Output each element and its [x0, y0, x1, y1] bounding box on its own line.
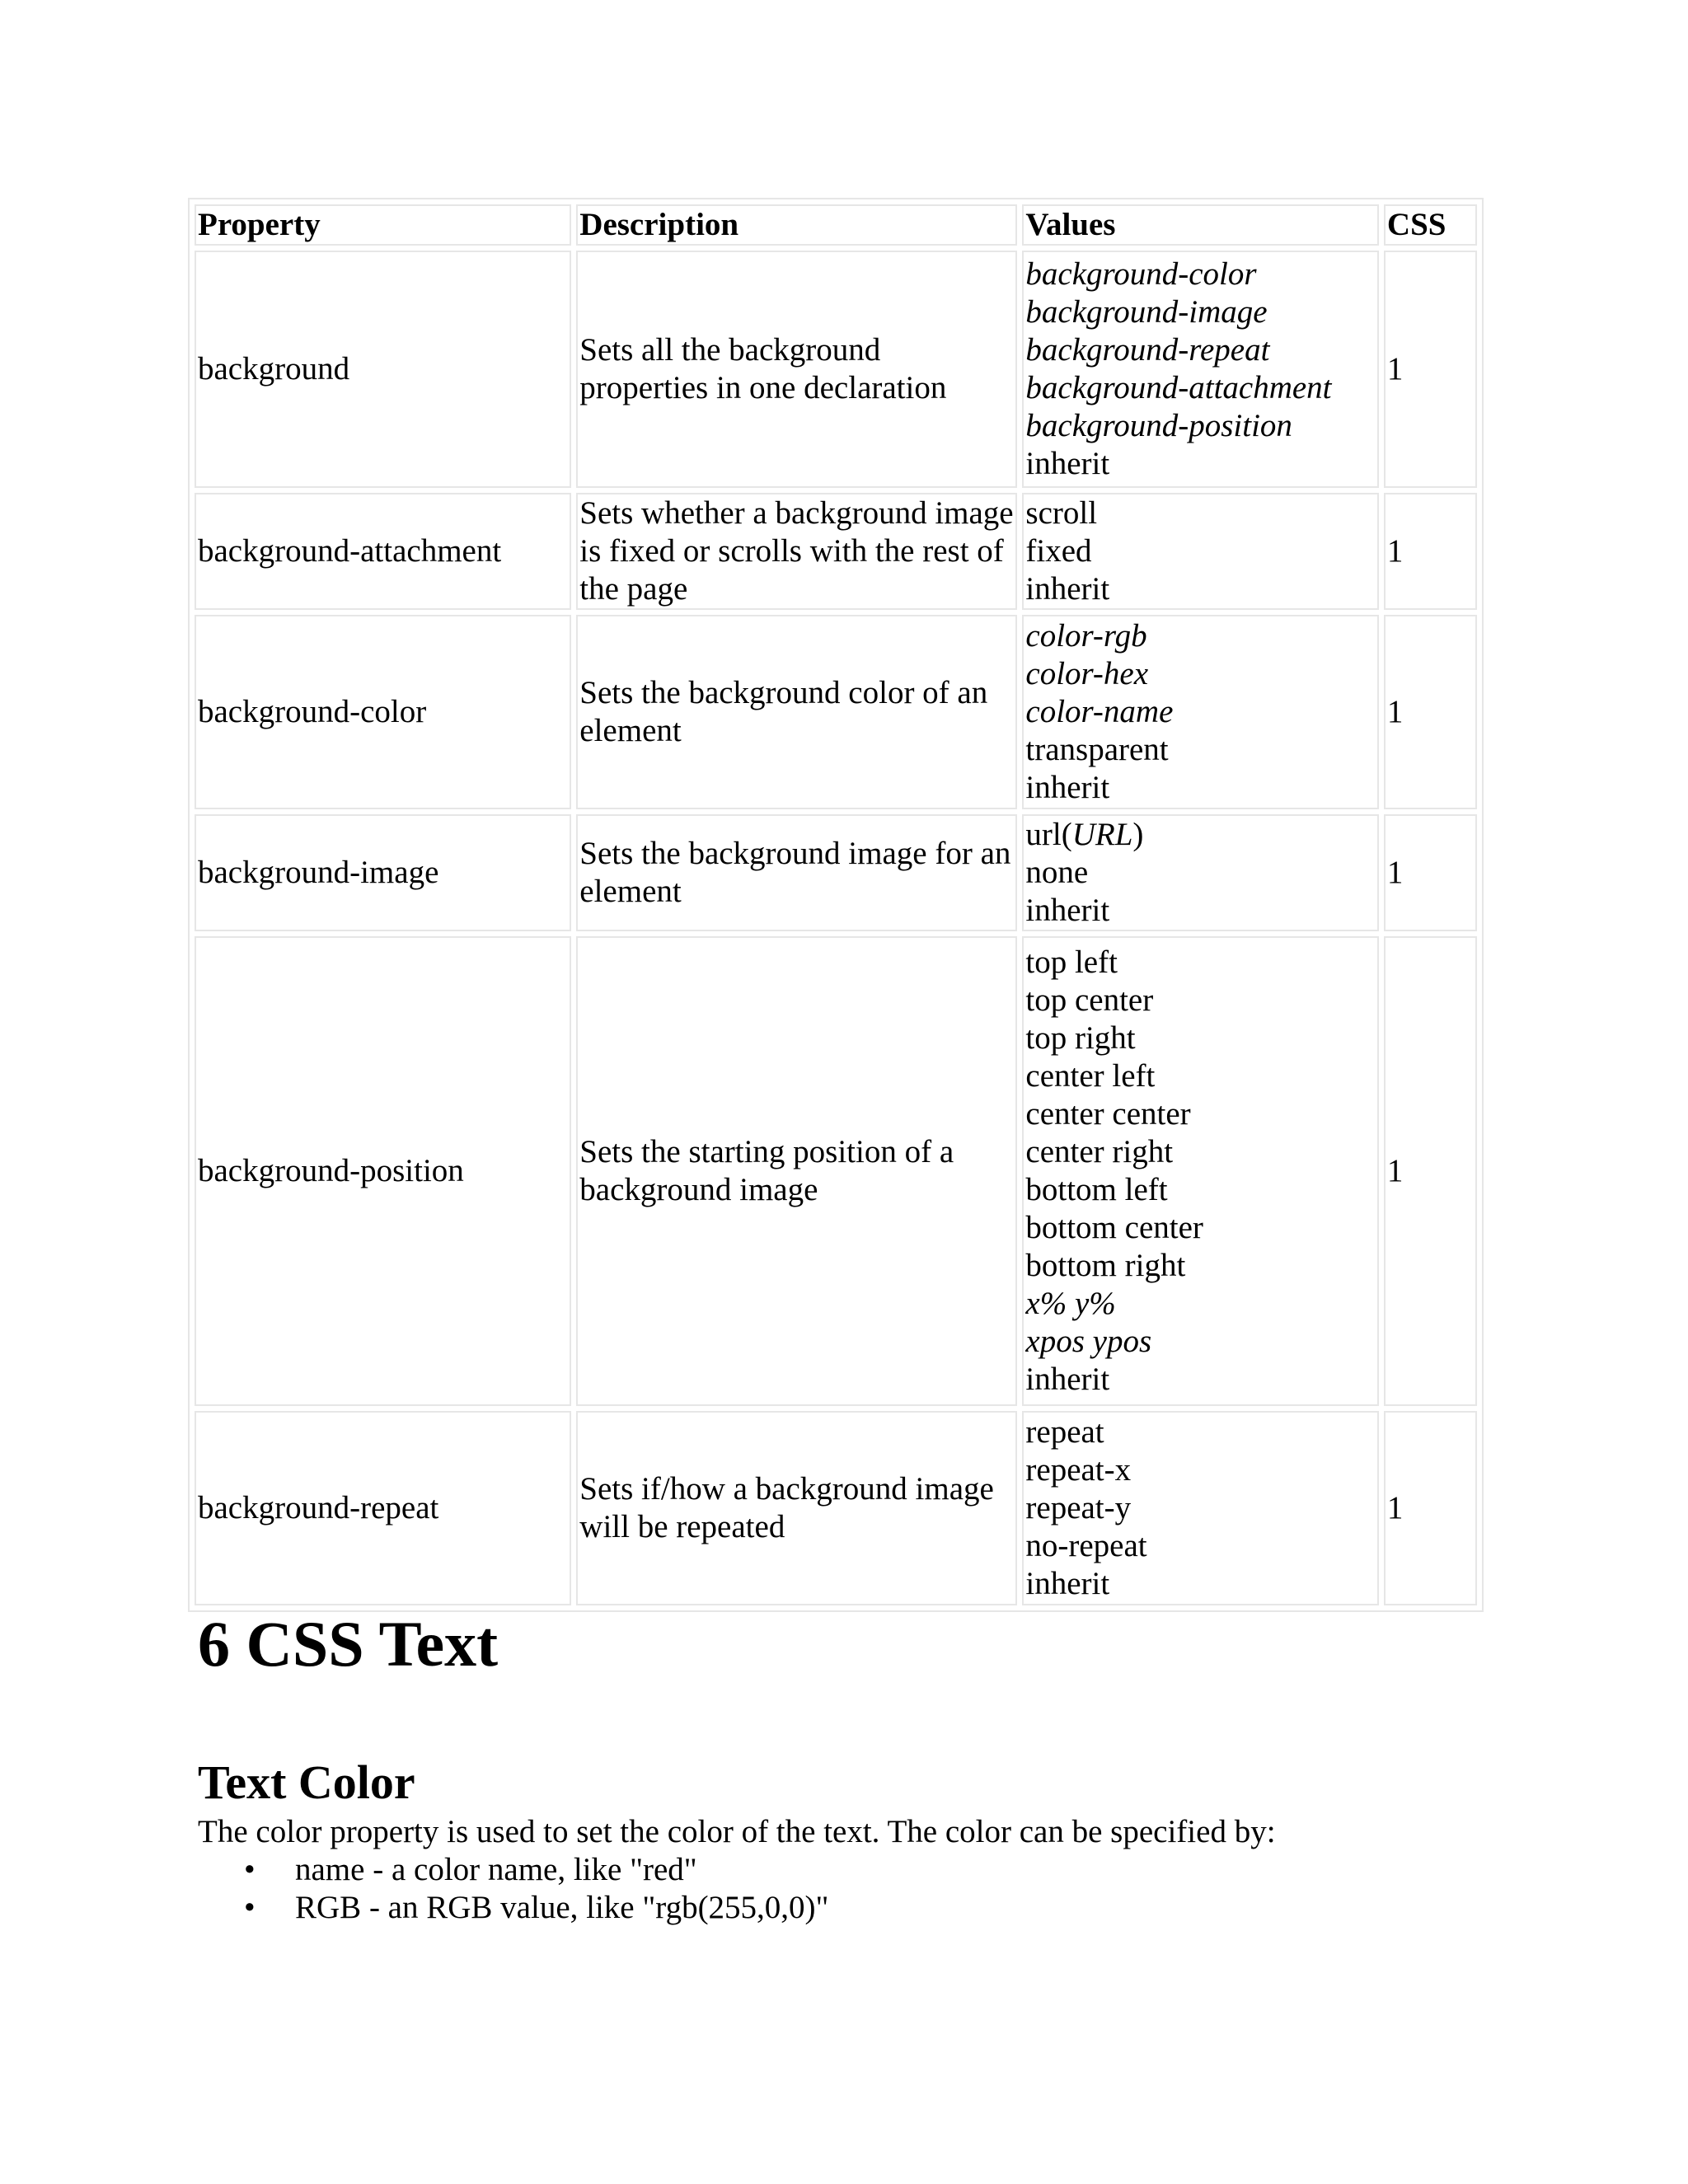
cell-property: background-image — [195, 814, 571, 931]
value-italic-part: URL — [1071, 817, 1133, 852]
text-color-heading: Text Color — [198, 1755, 415, 1809]
cell-values — [1022, 1411, 1379, 1605]
cell-property: background — [195, 251, 571, 488]
value-line: fixed — [1025, 533, 1092, 569]
text-color-list — [198, 1851, 828, 1927]
value-line: inherit — [1025, 1566, 1110, 1601]
value-line: top left — [1025, 944, 1118, 980]
value-line: bottom center — [1025, 1210, 1203, 1245]
value-line: repeat-y — [1025, 1490, 1132, 1526]
cell-values — [1022, 251, 1379, 488]
bullet-icon: • — [244, 1890, 256, 1925]
cell-css: 1 — [1384, 1411, 1477, 1605]
cell-property: background-position — [195, 936, 571, 1406]
table-row — [195, 615, 1477, 809]
table-row — [195, 814, 1477, 931]
cell-css: 1 — [1384, 814, 1477, 931]
value-line: background-color — [1025, 256, 1257, 292]
cell-values — [1022, 936, 1379, 1406]
cell-values — [1022, 493, 1379, 610]
value-line: center center — [1025, 1096, 1191, 1132]
cell-values — [1022, 615, 1379, 809]
value-line: top right — [1025, 1020, 1136, 1056]
value-suffix: ) — [1132, 817, 1144, 852]
value-line: background-repeat — [1025, 332, 1270, 368]
cell-description: Sets all the background properties in one declaration — [576, 251, 1017, 488]
value-line: top center — [1025, 982, 1154, 1018]
table-row — [195, 1411, 1477, 1605]
value-line: inherit — [1025, 770, 1110, 805]
cell-description: Sets whether a background image is fixed or scrolls with the rest of the page — [576, 493, 1017, 610]
value-line: inherit — [1025, 571, 1110, 607]
cell-property: background-attachment — [195, 493, 571, 610]
value-line: transparent — [1025, 732, 1169, 767]
cell-css: 1 — [1384, 615, 1477, 809]
value-line: repeat — [1025, 1414, 1104, 1450]
value-line: background-position — [1025, 408, 1292, 443]
value-line: background-image — [1025, 294, 1268, 330]
bullet-icon: • — [244, 1852, 256, 1887]
value-line: inherit — [1025, 446, 1110, 481]
value-line: bottom right — [1025, 1248, 1186, 1283]
value-line: scroll — [1025, 495, 1098, 531]
value-line — [1025, 816, 1377, 854]
header-property: Property — [195, 204, 571, 246]
value-line: inherit — [1025, 1361, 1110, 1397]
table-row — [195, 251, 1477, 488]
value-line: bottom left — [1025, 1172, 1168, 1207]
cell-property: background-color — [195, 615, 571, 809]
value-line: inherit — [1025, 893, 1110, 928]
value-line: center left — [1025, 1058, 1156, 1094]
header-values: Values — [1022, 204, 1379, 246]
value-line: color-name — [1025, 694, 1174, 729]
list-item-text: name - a color name, like "red" — [295, 1852, 697, 1887]
value-line: repeat-x — [1025, 1452, 1132, 1488]
table-body — [195, 251, 1477, 1605]
cell-css: 1 — [1384, 936, 1477, 1406]
table-header-row — [195, 204, 1477, 246]
cell-css: 1 — [1384, 493, 1477, 610]
value-line: center right — [1025, 1134, 1174, 1169]
table-row — [195, 493, 1477, 610]
value-line: color-hex — [1025, 656, 1149, 691]
cell-description: Sets the background image for an element — [576, 814, 1017, 931]
cell-description: Sets the background color of an element — [576, 615, 1017, 809]
cell-description: Sets if/how a background image will be repeated — [576, 1411, 1017, 1605]
value-line: color-rgb — [1025, 618, 1147, 654]
cell-description: Sets the starting position of a background image — [576, 936, 1017, 1406]
css-properties-table — [188, 198, 1484, 1612]
list-item-text: RGB - an RGB value, like "rgb(255,0,0)" — [295, 1890, 829, 1925]
value-line: xpos ypos — [1025, 1324, 1152, 1359]
value-prefix: url( — [1025, 817, 1072, 852]
list-item — [198, 1851, 828, 1889]
value-line: x% y% — [1025, 1286, 1116, 1321]
value-line: background-attachment — [1025, 370, 1332, 405]
text-color-paragraph: The color property is used to set the color of the text. The color can be specified by: — [198, 1814, 1276, 1849]
value-line: no-repeat — [1025, 1528, 1147, 1563]
header-description: Description — [576, 204, 1017, 246]
cell-values — [1022, 814, 1379, 931]
header-css: CSS — [1384, 204, 1477, 246]
list-item — [198, 1889, 828, 1927]
cell-property: background-repeat — [195, 1411, 571, 1605]
value-line: none — [1025, 855, 1089, 890]
cell-css: 1 — [1384, 251, 1477, 488]
section-title: 6 CSS Text — [198, 1608, 499, 1680]
table-row — [195, 936, 1477, 1406]
